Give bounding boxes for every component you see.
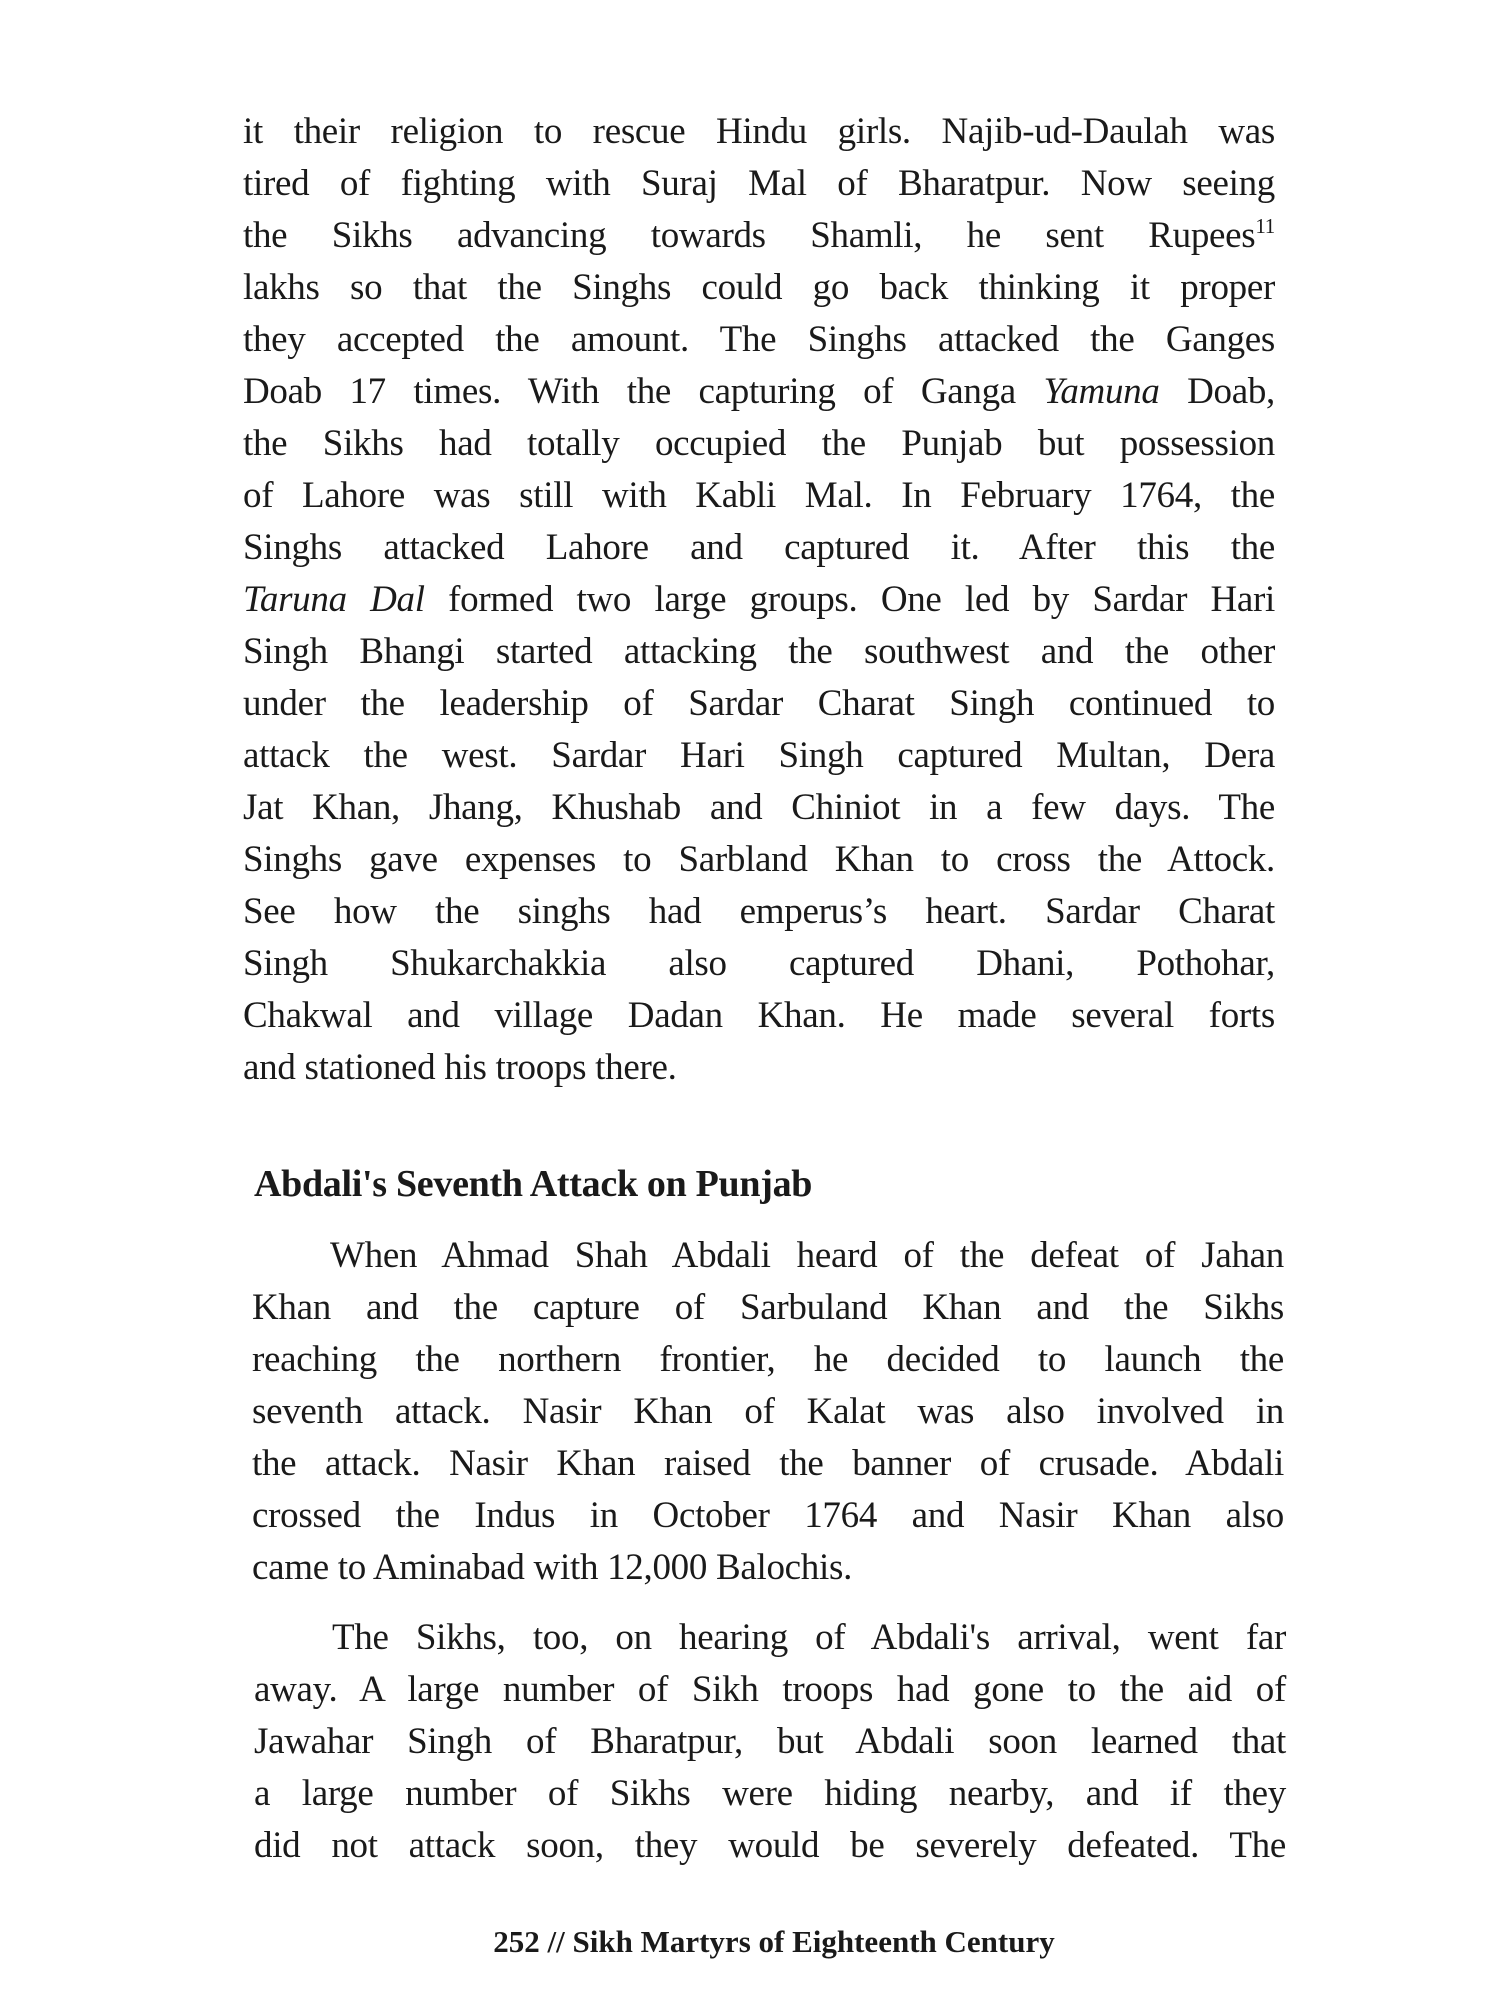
text-line: [243, 522, 1275, 574]
text-segment: away. A large number of Sikh troops had gone to the aid of: [254, 1669, 1286, 1710]
text-segment: tired of fighting with Suraj Mal of Bharatpur. Now seeing: [243, 163, 1275, 204]
text-line: [252, 1282, 1284, 1334]
text-line: [252, 1334, 1284, 1386]
text-line: [243, 990, 1275, 1042]
text-line: [243, 886, 1275, 938]
text-line: [243, 158, 1275, 210]
text-line: [243, 626, 1275, 678]
text-segment: did not attack soon, they would be severely defeated. The: [254, 1825, 1286, 1866]
text-segment: the Sikhs advancing towards Shamli, he sent Rupees: [243, 215, 1256, 256]
text-line: [243, 366, 1275, 418]
text-line: [243, 938, 1275, 990]
text-segment: Doab,: [1159, 371, 1275, 412]
text-line: [252, 1438, 1284, 1490]
text-line: [243, 678, 1275, 730]
paragraph-3: [254, 1612, 1286, 1872]
text-segment: Doab 17 times. With the capturing of Ganga: [243, 371, 1044, 412]
footnote-marker: 11: [1255, 214, 1275, 238]
italic-term: Taruna Dal: [243, 579, 425, 620]
text-segment: under the leadership of Sardar Charat Singh continued to: [243, 683, 1275, 724]
text-segment: came to Aminabad with 12,000 Balochis.: [252, 1547, 853, 1588]
paragraph-1: [243, 106, 1275, 1094]
text-segment: Singh Bhangi started attacking the southwest and the other: [243, 631, 1275, 672]
text-segment: seventh attack. Nasir Khan of Kalat was also involved in: [252, 1391, 1284, 1432]
text-line: [243, 418, 1275, 470]
text-segment: Singhs attacked Lahore and captured it. After this the: [243, 527, 1275, 568]
text-line: [243, 782, 1275, 834]
text-segment: When Ahmad Shah Abdali heard of the defeat of Jahan: [330, 1235, 1284, 1276]
text-line: [243, 262, 1275, 314]
text-line: [252, 1542, 1284, 1594]
paragraph-2: [252, 1230, 1284, 1594]
section-heading: Abdali's Seventh Attack on Punjab: [254, 1163, 813, 1205]
text-segment: Chakwal and village Dadan Khan. He made several forts: [243, 995, 1275, 1036]
text-segment: attack the west. Sardar Hari Singh captured Multan, Dera: [243, 735, 1275, 776]
text-line: [243, 574, 1275, 626]
text-segment: reaching the northern frontier, he decided to launch the: [252, 1339, 1284, 1380]
text-segment: they accepted the amount. The Singhs attacked the Ganges: [243, 319, 1275, 360]
text-segment: Khan and the capture of Sarbuland Khan and the Sikhs: [252, 1287, 1284, 1328]
italic-term: Yamuna: [1043, 371, 1160, 412]
text-segment: lakhs so that the Singhs could go back thinking it proper: [243, 267, 1275, 308]
text-line: [243, 1042, 1275, 1094]
text-line: [252, 1230, 1284, 1282]
text-line: [254, 1820, 1286, 1872]
text-segment: and stationed his troops there.: [243, 1047, 677, 1088]
text-segment: the Sikhs had totally occupied the Punjab but possession: [243, 423, 1275, 464]
text-line: [254, 1716, 1286, 1768]
text-segment: Jawahar Singh of Bharatpur, but Abdali soon learned that: [254, 1721, 1286, 1762]
text-segment: of Lahore was still with Kabli Mal. In February 1764, the: [243, 475, 1275, 516]
text-line: [254, 1664, 1286, 1716]
text-segment: Jat Khan, Jhang, Khushab and Chiniot in a few days. The: [243, 787, 1275, 828]
text-segment: the attack. Nasir Khan raised the banner of crusade. Abdali: [252, 1443, 1284, 1484]
text-line: [243, 106, 1275, 158]
text-line: [252, 1386, 1284, 1438]
page-footer: 252 // Sikh Martyrs of Eighteenth Century: [493, 1924, 1055, 1959]
text-segment: a large number of Sikhs were hiding nearby, and if they: [254, 1773, 1286, 1814]
text-line: [252, 1490, 1284, 1542]
text-line: [243, 834, 1275, 886]
text-segment: Singhs gave expenses to Sarbland Khan to cross the Attock.: [243, 839, 1275, 880]
text-line: [254, 1612, 1286, 1664]
text-line: [243, 210, 1275, 262]
text-line: [254, 1768, 1286, 1820]
text-segment: formed two large groups. One led by Sardar Hari: [424, 579, 1275, 620]
text-line: [243, 314, 1275, 366]
text-segment: Singh Shukarchakkia also captured Dhani, Pothohar,: [243, 943, 1275, 984]
text-line: [243, 730, 1275, 782]
text-line: [243, 470, 1275, 522]
text-segment: The Sikhs, too, on hearing of Abdali's arrival, went far: [332, 1617, 1286, 1658]
text-segment: crossed the Indus in October 1764 and Nasir Khan also: [252, 1495, 1284, 1536]
text-segment: See how the singhs had emperus’s heart. Sardar Charat: [243, 891, 1275, 932]
text-segment: it their religion to rescue Hindu girls. Najib-ud-Daulah was: [243, 111, 1275, 152]
